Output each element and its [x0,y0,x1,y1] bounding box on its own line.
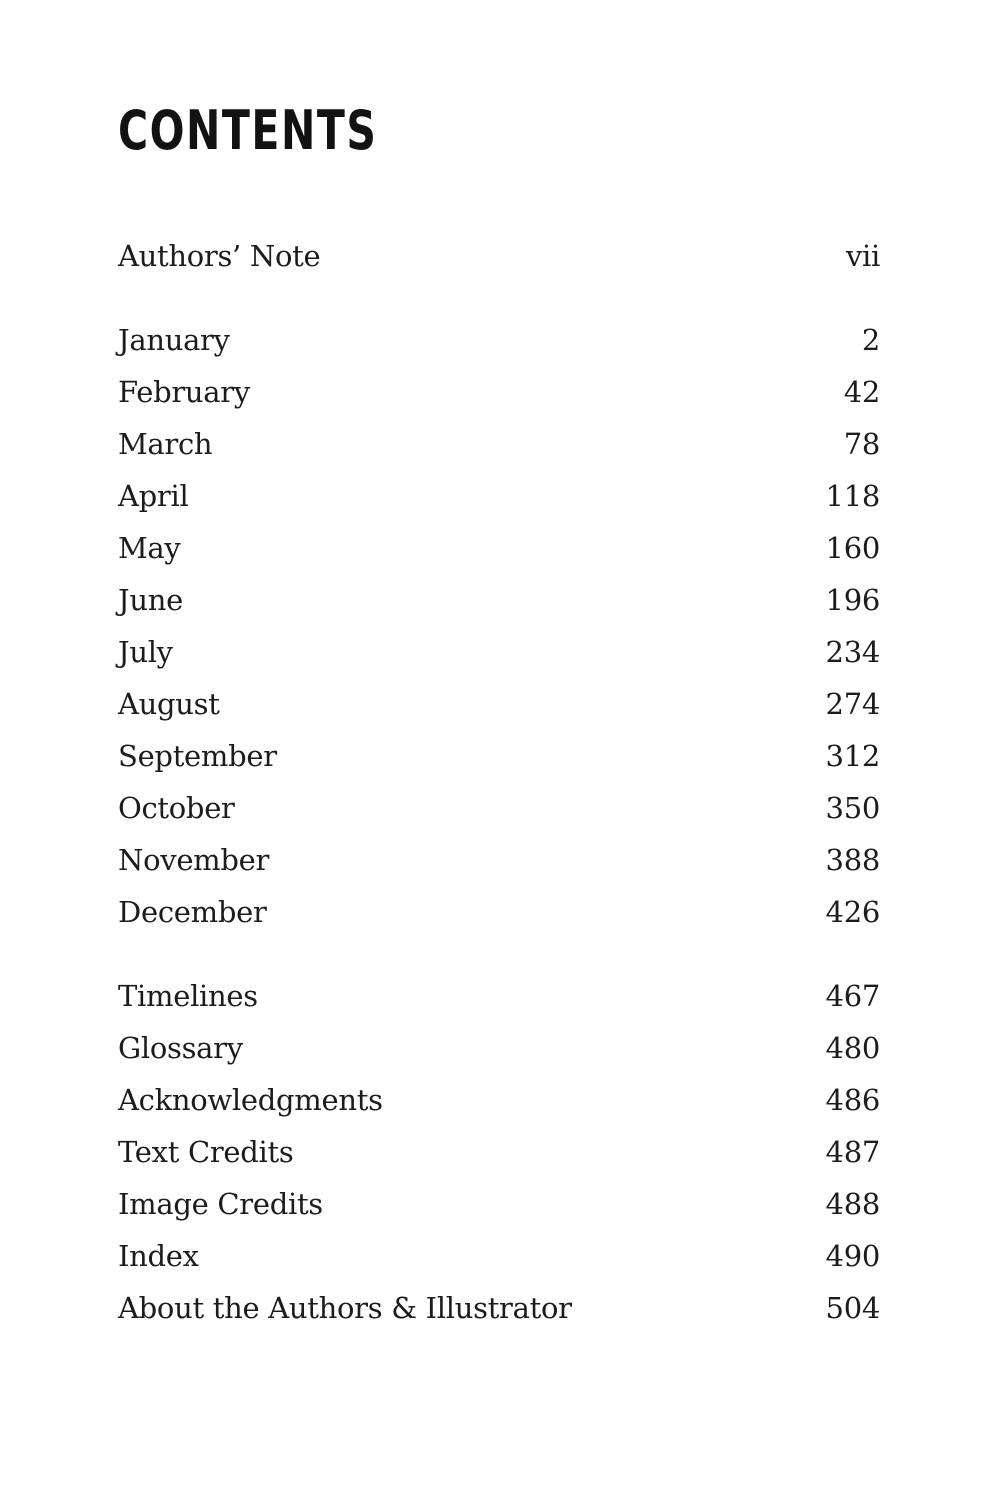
toc-entry-page-number: 78 [843,427,880,461]
toc-row [118,1022,880,1074]
toc-row [118,834,880,886]
toc-entry-label: Index [118,1239,199,1273]
toc-row [118,470,880,522]
toc-row [118,574,880,626]
toc-row [118,1074,880,1126]
toc-row [118,1282,880,1334]
toc-entry-page-number: 490 [825,1239,880,1273]
toc-entry-label: Timelines [118,979,258,1013]
toc-row [118,1126,880,1178]
toc-entry-page-number: 118 [825,479,880,513]
toc-entry-label: August [118,687,220,721]
toc-section-months [118,314,880,938]
toc-row [118,970,880,1022]
toc-row [118,782,880,834]
toc-entry-page-number: 312 [825,739,880,773]
toc-entry-page-number: 426 [825,895,880,929]
toc-entry-page-number: 488 [825,1187,880,1221]
toc-entry-label: November [118,843,270,877]
toc-row [118,418,880,470]
toc-section-front-matter [118,230,880,282]
toc-row [118,886,880,938]
toc-entry-page-number: 196 [825,583,880,617]
toc-row [118,230,880,282]
page-title: CONTENTS [118,99,378,162]
toc-entry-label: March [118,427,213,461]
toc-entry-label: Image Credits [118,1187,323,1221]
toc-row [118,1178,880,1230]
toc-entry-label: May [118,531,181,565]
toc-row [118,678,880,730]
toc-entry-label: September [118,739,277,773]
toc-row [118,522,880,574]
toc-entry-label: June [118,583,183,617]
toc-entry-label: January [118,323,230,357]
toc-entry-label: December [118,895,267,929]
toc-entry-label: Text Credits [118,1135,294,1169]
toc-entry-label: Glossary [118,1031,243,1065]
toc-entry-label: April [118,479,189,513]
toc-entry-page-number: 480 [825,1031,880,1065]
toc-row [118,1230,880,1282]
toc-row [118,730,880,782]
toc-entry-page-number: 350 [825,791,880,825]
toc-entry-page-number: 2 [861,323,880,357]
toc-entry-page-number: 388 [825,843,880,877]
toc-entry-label: About the Authors & Illustrator [118,1291,572,1325]
toc-entry-label: February [118,375,250,409]
toc-entry-page-number: vii [845,239,880,273]
toc-row [118,626,880,678]
toc-entry-label: July [118,635,173,669]
toc-entry-page-number: 274 [825,687,880,721]
table-of-contents [118,230,880,1334]
toc-row [118,314,880,366]
toc-entry-label: October [118,791,235,825]
toc-entry-page-number: 160 [825,531,880,565]
toc-entry-page-number: 504 [825,1291,880,1325]
toc-row [118,366,880,418]
toc-section-back-matter [118,970,880,1334]
toc-entry-page-number: 467 [825,979,880,1013]
toc-entry-label: Acknowledgments [118,1083,383,1117]
toc-entry-page-number: 486 [825,1083,880,1117]
toc-entry-label: Authors’ Note [118,239,321,273]
toc-entry-page-number: 234 [825,635,880,669]
toc-entry-page-number: 487 [825,1135,880,1169]
toc-entry-page-number: 42 [843,375,880,409]
